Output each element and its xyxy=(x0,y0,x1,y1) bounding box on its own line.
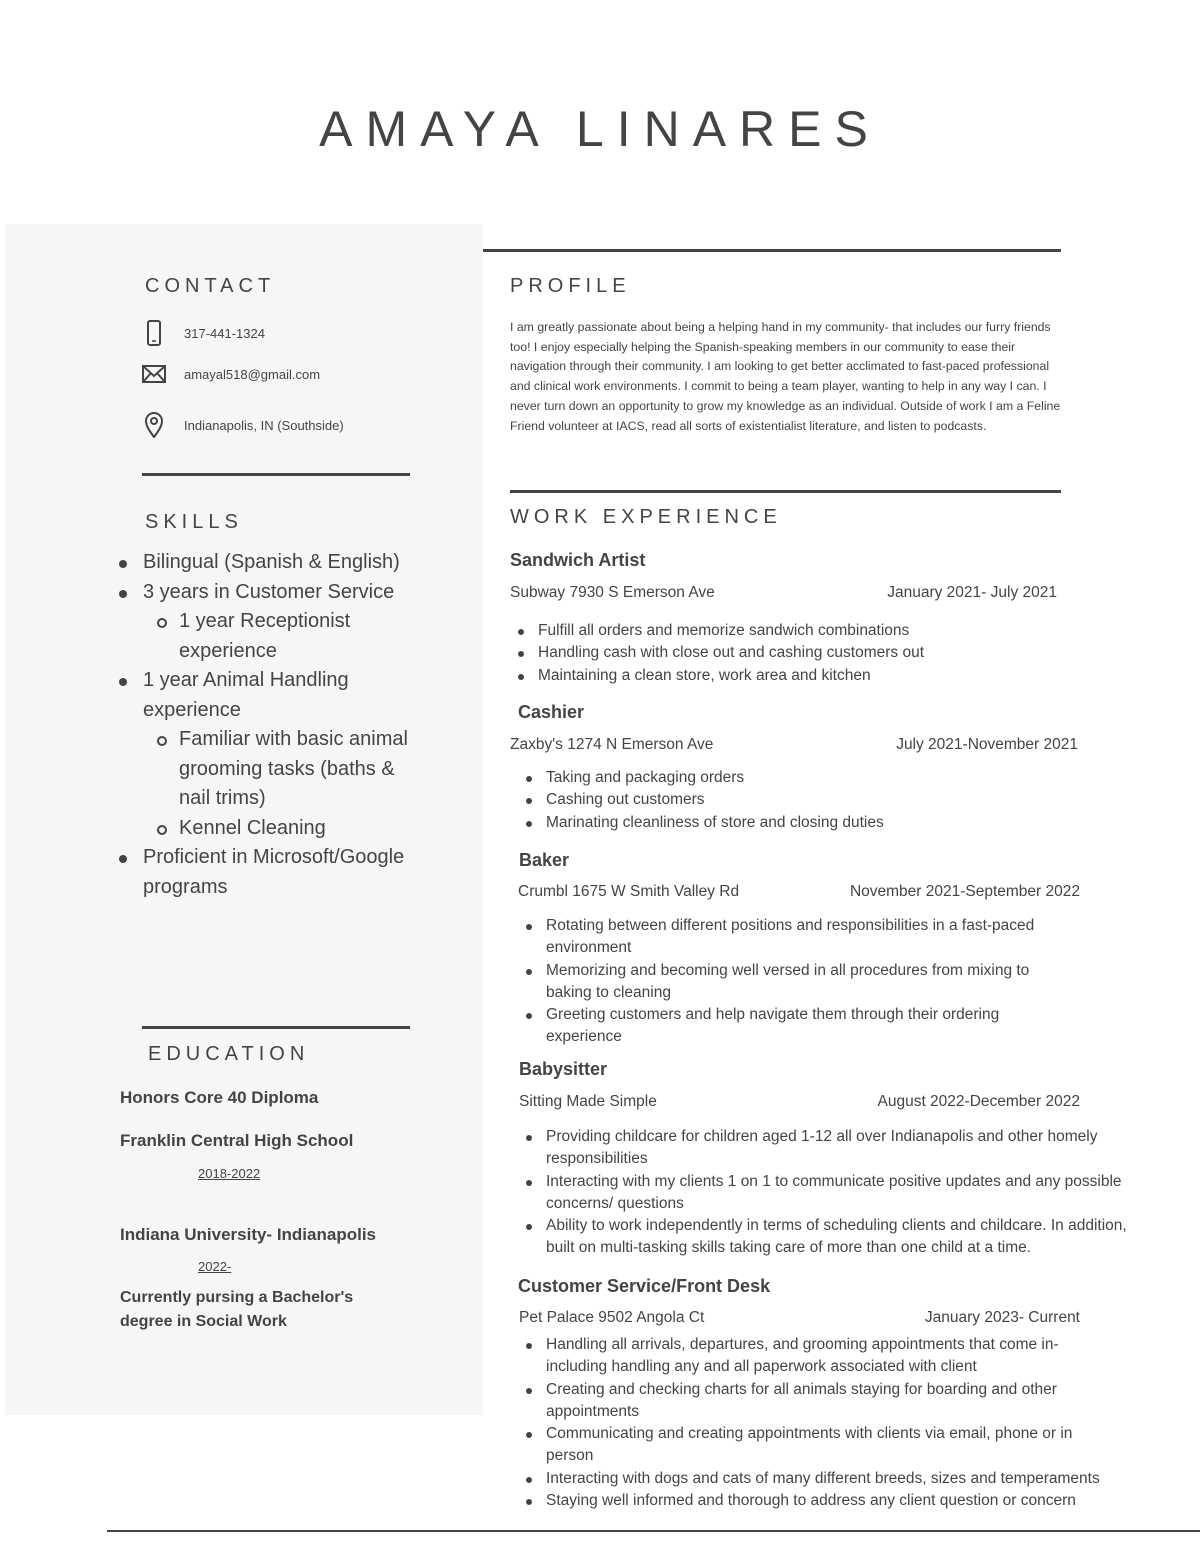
job-employer: Pet Palace 9502 Angola Ct xyxy=(519,1309,705,1326)
contact-heading: CONTACT xyxy=(145,275,276,297)
job-duty: Maintaining a clean store, work area and kitchen xyxy=(510,665,1030,687)
skill-item: Familiar with basic animal grooming tasks (baths & nail trims) xyxy=(115,725,415,814)
job-duty: Marinating cleanliness of store and closing duties xyxy=(518,812,1038,834)
profile-heading: PROFILE xyxy=(510,275,631,297)
job-duty: Creating and checking charts for all animals staying for boarding and other appointments xyxy=(518,1379,1118,1424)
job-duty: Communicating and creating appointments with clients via email, phone or in person xyxy=(518,1423,1118,1468)
skill-item: 1 year Receptionist experience xyxy=(115,607,415,666)
contact-email xyxy=(142,361,320,387)
job-employer: Sitting Made Simple xyxy=(519,1093,657,1110)
job-duty: Handling cash with close out and cashing customers out xyxy=(510,642,1030,664)
candidate-name: AMAYA LINARES xyxy=(319,101,881,157)
job-duties xyxy=(518,915,1058,1049)
location-text: Indianapolis, IN (Southside) xyxy=(184,417,344,433)
contact-phone xyxy=(142,320,265,346)
job-title: Cashier xyxy=(518,702,585,722)
skills-divider xyxy=(142,1026,410,1029)
job-employer: Crumbl 1675 W Smith Valley Rd xyxy=(518,883,740,900)
skills-list xyxy=(115,548,415,902)
job-duty: Staying well informed and thorough to address any client question or concern xyxy=(518,1490,1118,1512)
job-duties xyxy=(518,1334,1118,1512)
footer-rule xyxy=(107,1530,1200,1532)
skill-item: 1 year Animal Handling experience xyxy=(115,666,415,725)
work-experience-heading: WORK EXPERIENCE xyxy=(510,506,782,528)
job-duty: Interacting with my clients 1 on 1 to communicate positive updates and any possible concerns/ questions xyxy=(518,1171,1148,1216)
email-address: amayal518@gmail.com xyxy=(184,366,321,382)
job-dates: November 2021-September 2022 xyxy=(849,883,1080,900)
school-iu-indianapolis: Indiana University- Indianapolis xyxy=(120,1225,376,1244)
job-duty: Cashing out customers xyxy=(518,789,1038,811)
contact-divider xyxy=(142,473,410,476)
school1-years: 2018-2022 xyxy=(198,1166,261,1181)
job-duties xyxy=(518,1126,1148,1260)
profile-top-rule xyxy=(483,249,1061,252)
job-title: Sandwich Artist xyxy=(510,550,646,570)
job-employer: Subway 7930 S Emerson Ave xyxy=(510,584,715,601)
diploma: Honors Core 40 Diploma xyxy=(120,1088,319,1107)
job-title: Baker xyxy=(519,850,570,870)
job-duty: Ability to work independently in terms of scheduling clients and childcare. In addition, built on multi-tasking skills taking care of more than one child at a time. xyxy=(518,1215,1148,1260)
skill-item: Proficient in Microsoft/Google programs xyxy=(115,843,415,902)
job-duty: Taking and packaging orders xyxy=(518,767,1038,789)
job-dates: August 2022-December 2022 xyxy=(877,1093,1080,1110)
skill-item: 3 years in Customer Service xyxy=(115,578,415,608)
phone-icon xyxy=(142,320,166,346)
skill-item: Kennel Cleaning xyxy=(115,814,415,844)
school2-years: 2022- xyxy=(198,1259,232,1274)
skills-heading: SKILLS xyxy=(145,511,243,533)
profile-divider xyxy=(510,490,1061,493)
skill-item: Bilingual (Spanish & English) xyxy=(115,548,415,578)
location-pin-icon xyxy=(142,412,166,438)
contact-location xyxy=(142,412,344,438)
job-title: Customer Service/Front Desk xyxy=(518,1276,771,1296)
job-duties xyxy=(518,767,1038,834)
profile-text: I am greatly passionate about being a helping hand in my community- that includes our furry friends too! I enjoy especially helping the Spanish-speaking members in our community to ease their navigation through their community. I am looking to get better acclimated to fast-paced professional and clinical work environments. I commit to being a team player, wanting to help in any way I can. I never turn down an opportunity to grow my knowledge as an individual. Outside of work I am a Feline Friend volunteer at IACS, read all sorts of existentialist literature, and listen to podcasts. xyxy=(510,320,1061,433)
job-duties xyxy=(510,620,1030,687)
job-duty: Rotating between different positions and responsibilities in a fast-paced environment xyxy=(518,915,1058,960)
job-dates: January 2021- July 2021 xyxy=(887,584,1057,601)
job-duty: Fulfill all orders and memorize sandwich combinations xyxy=(510,620,1030,642)
phone-number: 317-441-1324 xyxy=(184,325,265,341)
job-dates: July 2021-November 2021 xyxy=(896,736,1078,753)
education-note: Currently pursing a Bachelor's degree in Social Work xyxy=(120,1289,354,1330)
job-employer: Zaxby's 1274 N Emerson Ave xyxy=(510,736,714,753)
envelope-icon xyxy=(142,361,166,387)
job-duty: Handling all arrivals, departures, and grooming appointments that come in- including handling any and all paperwork associated with client xyxy=(518,1334,1118,1379)
job-duty: Providing childcare for children aged 1-12 all over Indianapolis and other homely responsibilities xyxy=(518,1126,1148,1171)
education-heading: EDUCATION xyxy=(148,1043,310,1065)
job-duty: Interacting with dogs and cats of many different breeds, sizes and temperaments xyxy=(518,1468,1118,1490)
job-title: Babysitter xyxy=(519,1059,608,1079)
job-duty: Memorizing and becoming well versed in all procedures from mixing to baking to cleaning xyxy=(518,960,1058,1005)
job-duty: Greeting customers and help navigate them through their ordering experience xyxy=(518,1004,1058,1049)
school-franklin-central: Franklin Central High School xyxy=(120,1131,354,1150)
job-dates: January 2023- Current xyxy=(924,1309,1080,1326)
